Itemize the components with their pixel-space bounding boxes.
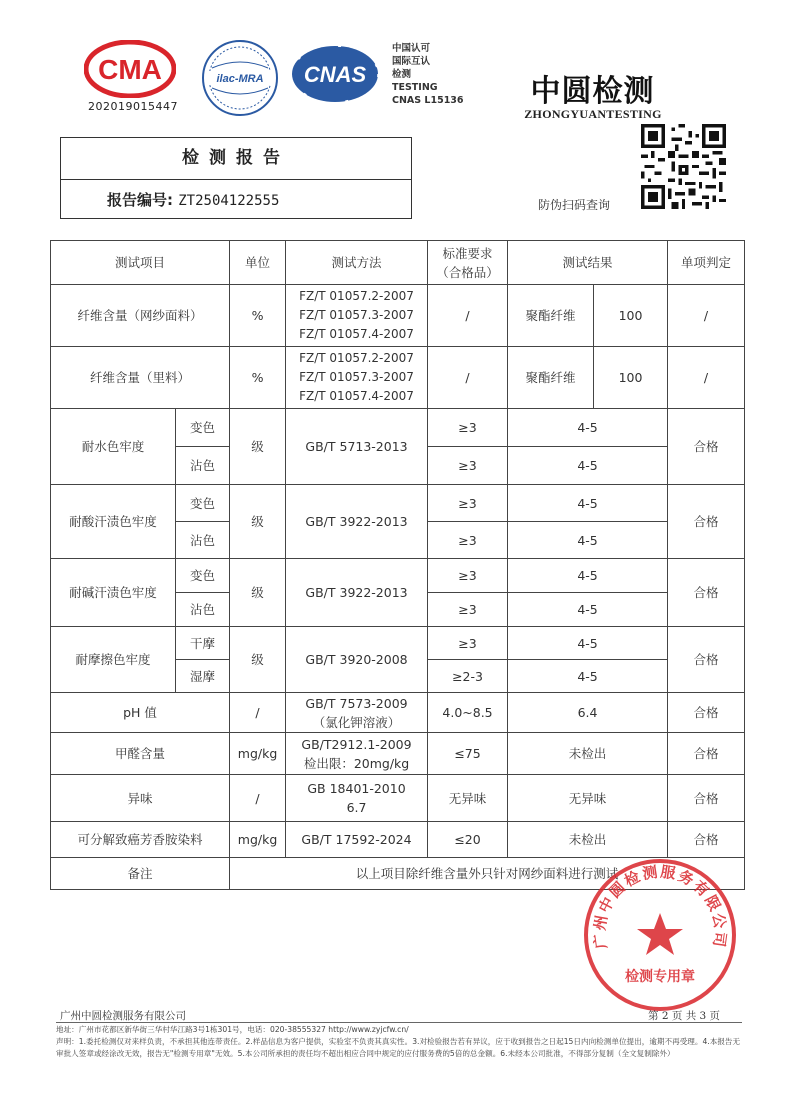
row-requirement: ≥3 [428, 522, 508, 559]
cert-line: TESTING [392, 82, 438, 93]
row-requirement: 4.0~8.5 [428, 693, 508, 733]
row-result: 4-5 [508, 409, 668, 447]
row-method: GB/T 3920-2008 [286, 627, 428, 693]
cert-line: 国际互认 [392, 56, 431, 67]
report-title: 检测报告 [61, 138, 411, 180]
header-unit: 单位 [230, 241, 286, 285]
row-result: 4-5 [508, 485, 668, 522]
row-requirement: ≥3 [428, 409, 508, 447]
cma-number: 202019015447 [88, 100, 178, 113]
row-result: 4-5 [508, 559, 668, 593]
header-requirement: 标准要求 （合格品） [428, 241, 508, 285]
row-method: GB/T 17592-2024 [286, 822, 428, 858]
row-verdict: 合格 [668, 627, 745, 693]
row-result: 100 [594, 285, 668, 347]
row-subitem: 干摩 [176, 627, 230, 660]
row-item: 异味 [51, 775, 230, 822]
row-item: 纤维含量（里料） [51, 347, 230, 409]
seal-inner-text: 检测专用章 [625, 969, 695, 985]
note-label: 备注 [51, 858, 230, 890]
row-requirement: / [428, 285, 508, 347]
method-line: FZ/T 01057.3-2007 [299, 370, 414, 384]
table-row [51, 485, 745, 522]
seal-star-icon [637, 913, 683, 955]
row-requirement: 无异味 [428, 775, 508, 822]
header-result: 测试结果 [508, 241, 668, 285]
table-row [51, 693, 745, 733]
row-subitem: 变色 [176, 485, 230, 522]
note-text: 以上项目除纤维含量外只针对网纱面料进行测试 [230, 858, 745, 890]
row-item: 纤维含量（网纱面料） [51, 285, 230, 347]
table-row [51, 775, 745, 822]
row-item: 甲醛含量 [51, 733, 230, 775]
row-result: 无异味 [508, 775, 668, 822]
cert-line: CNAS L15136 [392, 95, 464, 106]
row-verdict: / [668, 285, 745, 347]
row-requirement: ≤20 [428, 822, 508, 858]
row-verdict: 合格 [668, 485, 745, 559]
cnas-logo-text: CNAS [303, 62, 367, 87]
row-result: 未检出 [508, 733, 668, 775]
table-row [51, 409, 745, 447]
row-unit: mg/kg [230, 733, 286, 775]
row-subitem: 变色 [176, 559, 230, 593]
row-method: GB/T 3922-2013 [286, 485, 428, 559]
report-number-row [61, 180, 411, 220]
row-result: 4-5 [508, 660, 668, 693]
row-item: 耐碱汗渍色牢度 [51, 559, 176, 627]
method-line: FZ/T 01057.2-2007 [299, 351, 414, 365]
footer-page-number: 第 2 页 共 3 页 [648, 1010, 721, 1022]
row-verdict: 合格 [668, 409, 745, 485]
row-subitem: 变色 [176, 409, 230, 447]
header-verdict: 单项判定 [668, 241, 745, 285]
row-method [286, 347, 428, 409]
row-requirement: ≥3 [428, 559, 508, 593]
row-subitem: 沾色 [176, 447, 230, 485]
method-line: 6.7 [346, 800, 367, 815]
row-fiber-type: 聚酯纤维 [508, 285, 594, 347]
qr-scan-label: 防伪扫码查询 [538, 198, 611, 212]
report-title-box [60, 137, 412, 219]
method-line: FZ/T 01057.4-2007 [299, 389, 414, 403]
cnas-logo [290, 44, 380, 104]
row-unit: 级 [230, 485, 286, 559]
cert-text [392, 42, 464, 107]
row-item: 耐摩擦色牢度 [51, 627, 176, 693]
row-result: 4-5 [508, 522, 668, 559]
report-number: ZT2504122555 [178, 193, 280, 209]
row-item: 可分解致癌芳香胺染料 [51, 822, 230, 858]
brand-name-en: ZHONGYUANTESTING [524, 107, 662, 121]
row-item: 耐水色牢度 [51, 409, 176, 485]
row-requirement: ≥3 [428, 593, 508, 627]
row-unit: / [230, 775, 286, 822]
row-requirement: / [428, 347, 508, 409]
row-unit: % [230, 347, 286, 409]
row-method: GB/T 5713-2013 [286, 409, 428, 485]
results-table [50, 240, 745, 890]
footer-address: 地址：广州市花都区新华街三华村华江路3号1栋301号，电话：020-38555327 http://www.zyjcfw.cn/ [56, 1025, 409, 1034]
row-requirement: ≥3 [428, 447, 508, 485]
row-verdict: 合格 [668, 733, 745, 775]
row-verdict: 合格 [668, 693, 745, 733]
ilac-mra-logo [200, 38, 280, 118]
method-line: GB 18401-2010 [307, 781, 406, 796]
row-result: 未检出 [508, 822, 668, 858]
row-verdict: 合格 [668, 822, 745, 858]
header-test-item: 测试项目 [51, 241, 230, 285]
row-unit: % [230, 285, 286, 347]
row-requirement: ≤75 [428, 733, 508, 775]
row-verdict: 合格 [668, 559, 745, 627]
row-verdict: / [668, 347, 745, 409]
footer-company: 广州中圆检测服务有限公司 [60, 1010, 186, 1022]
row-unit: 级 [230, 559, 286, 627]
table-row [51, 559, 745, 593]
row-subitem: 沾色 [176, 593, 230, 627]
table-row [51, 627, 745, 660]
row-method [286, 733, 428, 775]
row-unit: / [230, 693, 286, 733]
cert-line: 中国认可 [392, 43, 431, 54]
row-method: GB/T 3922-2013 [286, 559, 428, 627]
row-result: 4-5 [508, 447, 668, 485]
cert-line: 检测 [392, 69, 412, 80]
row-requirement: ≥2-3 [428, 660, 508, 693]
qr-code-icon[interactable] [641, 124, 726, 209]
footer-divider [56, 1022, 742, 1023]
row-unit: mg/kg [230, 822, 286, 858]
method-line: FZ/T 01057.2-2007 [299, 289, 414, 303]
cma-logo [84, 40, 176, 98]
table-row [51, 347, 745, 409]
method-line: （氯化钾溶液） [312, 714, 401, 730]
row-unit: 级 [230, 409, 286, 485]
row-method [286, 775, 428, 822]
brand-name-cn: 中圆检测 [530, 74, 655, 109]
ilac-logo-text: ilac-MRA [216, 73, 264, 85]
row-result: 4-5 [508, 627, 668, 660]
table-row [51, 285, 745, 347]
table-header-row [51, 241, 745, 285]
row-requirement: ≥3 [428, 485, 508, 522]
row-fiber-type: 聚酯纤维 [508, 347, 594, 409]
row-item: 耐酸汗渍色牢度 [51, 485, 176, 559]
row-method [286, 285, 428, 347]
row-verdict: 合格 [668, 775, 745, 822]
official-seal-icon [580, 855, 740, 1015]
footer-declaration: 声明：1.委托检测仅对来样负责，不承担其他连带责任。2.样品信息为客户提供，实验室不负责其真实性。3.对检验报告若有异议，应于收到报告之日起15日内向检测单位提出，逾期不再受理。4.本报告无审批人签章或经涂改无效，报告无"检测专用章"无效。5.本公司所承担的责任均不超出相应合同中规定的应付服务费的5倍的总金额。6.未经本公司批准，不得部分复制（全文复制除外） [56, 1037, 741, 1058]
row-subitem: 湿摩 [176, 660, 230, 693]
method-line: 检出限：20mg/kg [303, 755, 410, 771]
method-line: GB/T 7573-2009 [305, 695, 408, 711]
method-line: FZ/T 01057.3-2007 [299, 308, 414, 322]
cma-logo-text: CMA [98, 54, 162, 85]
row-method [286, 693, 428, 733]
method-line: GB/T2912.1-2009 [301, 736, 412, 752]
row-item: pH 值 [51, 693, 230, 733]
report-number-label: 报告编号: [107, 191, 173, 209]
method-line: FZ/T 01057.4-2007 [299, 327, 414, 341]
row-subitem: 沾色 [176, 522, 230, 559]
row-result: 6.4 [508, 693, 668, 733]
row-result: 100 [594, 347, 668, 409]
table-row [51, 733, 745, 775]
header-method: 测试方法 [286, 241, 428, 285]
row-requirement: ≥3 [428, 627, 508, 660]
row-result: 4-5 [508, 593, 668, 627]
seal-outer-textpath: 广州中圆检测服务有限公司 [590, 862, 730, 950]
row-unit: 级 [230, 627, 286, 693]
table-row [51, 822, 745, 858]
